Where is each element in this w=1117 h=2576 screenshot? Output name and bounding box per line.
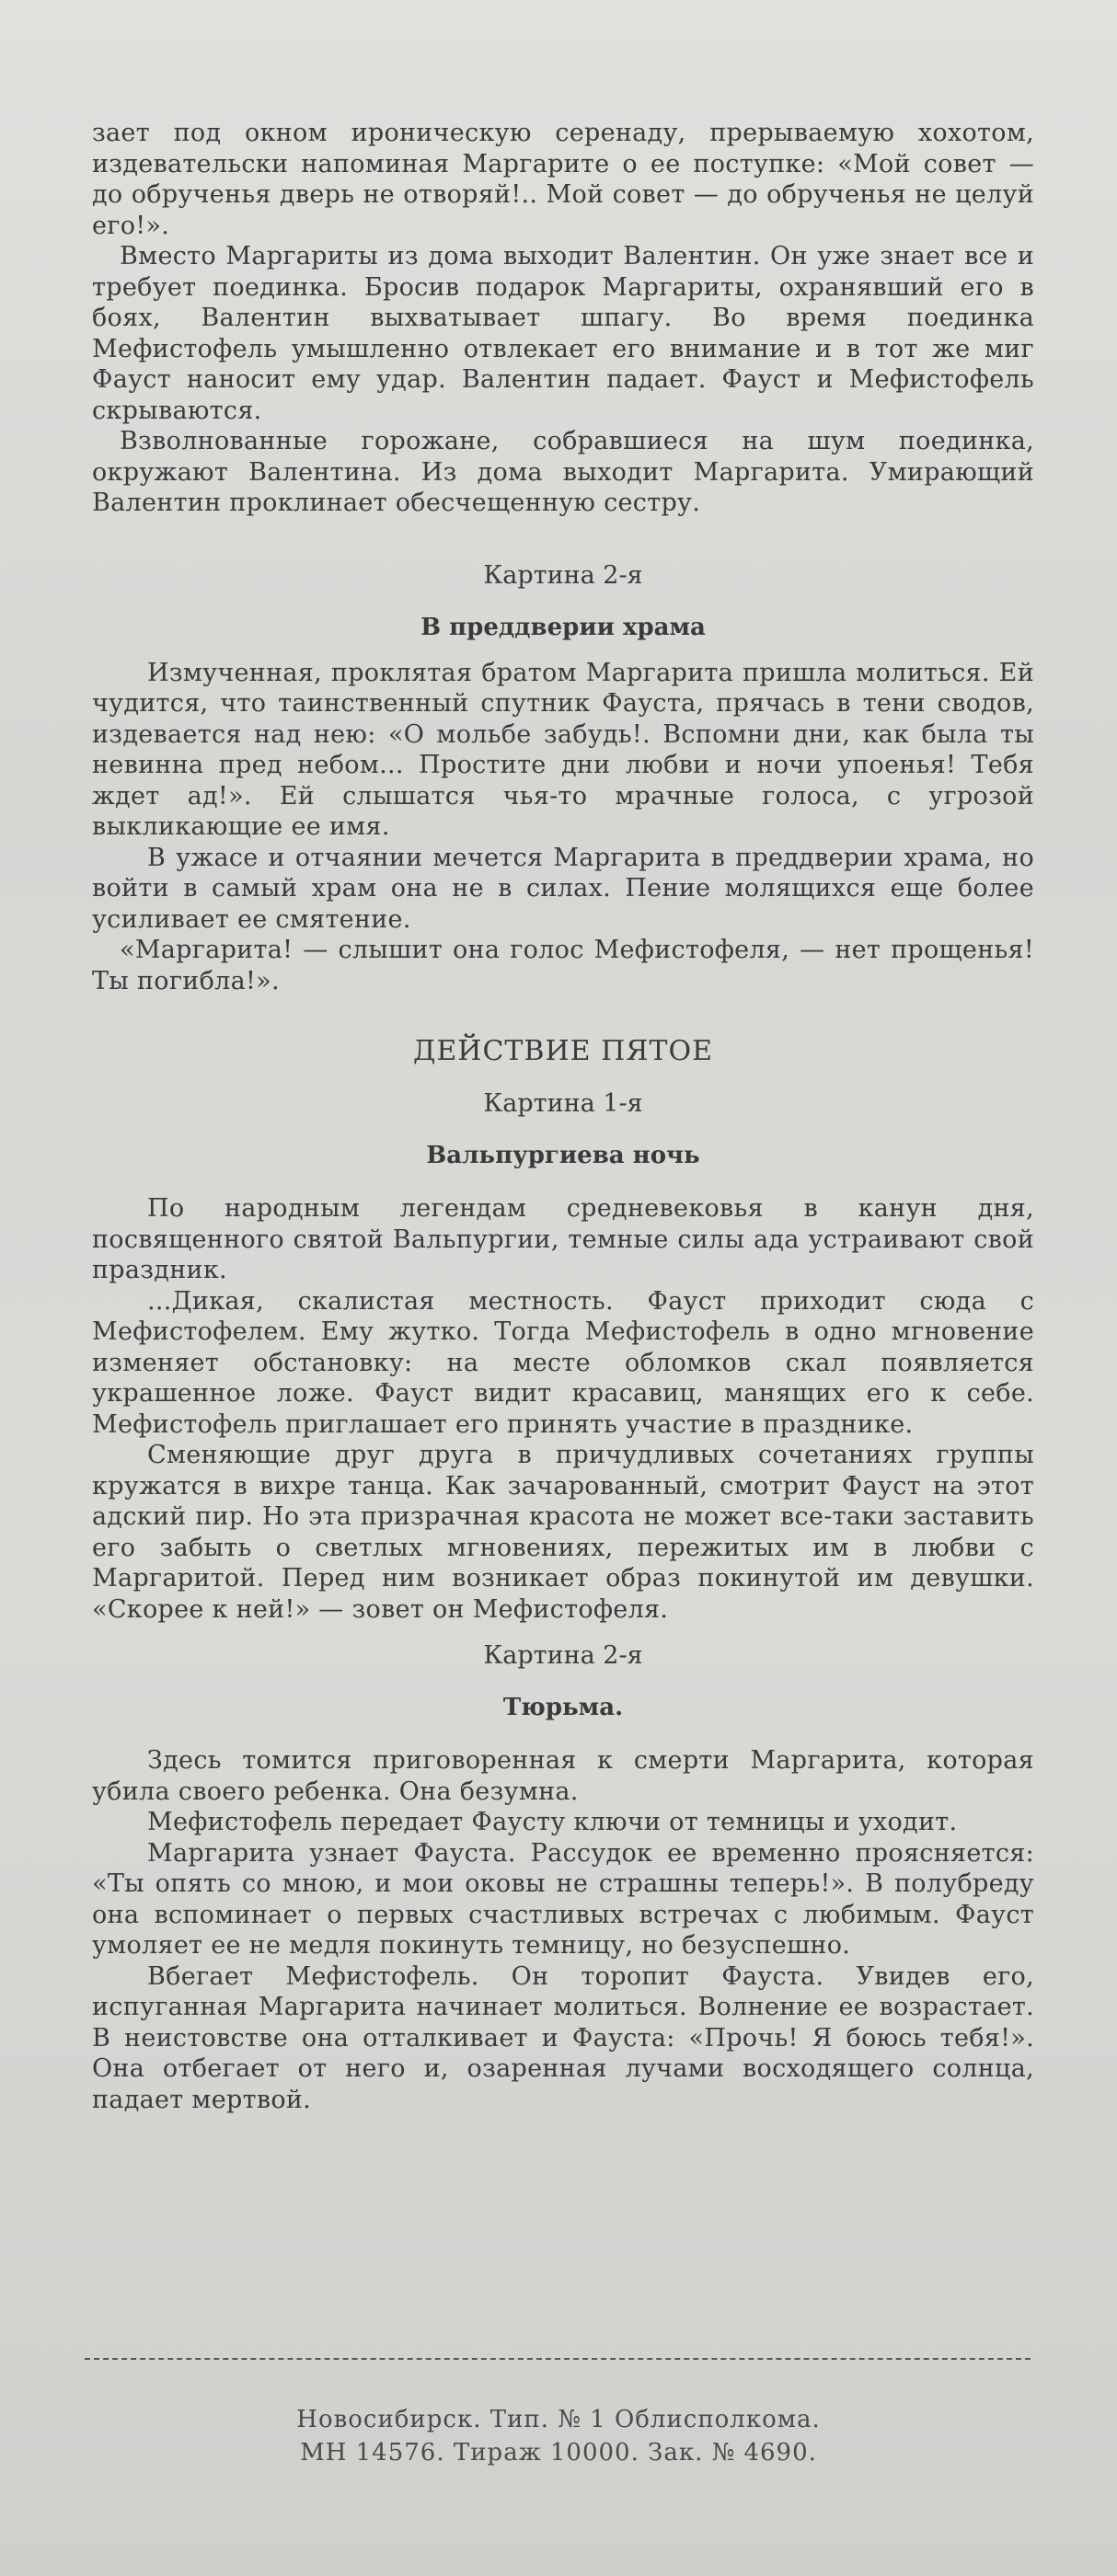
paragraph-temple-1: Измученная, проклятая братом Маргарита пришла молиться. Ей чудится, что таинственный спутник Фауста, прячась в тени сводов, издевается над нею: «О мольбе забудь!. Вспомни дни, как была ты невинна пред небом... Простите дни любви и ночи упоенья! Тебя ждет ад!». Ей слышатся чья-то мрачные голоса, с угрозой выкликающие ее имя. [92, 658, 1034, 841]
scene-title-prison: Тюрьма. [502, 1694, 624, 1721]
paragraph-serenade: зает под окном ироническую серенаду, прерываемую хохотом, издевательски напоминая Маргарите о ее поступке: «Мой совет — до обрученья дверь не отворяй!.. Мой совет — до обрученья не целуй его!». [92, 119, 1034, 240]
paragraph-prison-3: Маргарита узнает Фауста. Рассудок ее временно проясняется: «Ты опять со мною, и мои оковы не страшны теперь!». В полубреду она вспоминает о первых счастливых встречах с любимым. Фауст умоляет ее не медля покинуть темницу, но безуспешно. [92, 1838, 1034, 1960]
paragraph-walpurgis-2: ...Дикая, скалистая местность. Фауст приходит сюда с Мефистофелем. Ему жутко. Тогда Мефистофель в одно мгновение изменяет обстановку: на месте обломков скал появляется украшенное ложе. Фауст видит красавиц, манящих его к себе. Мефистофель приглашает его принять участие в празднике. [92, 1286, 1034, 1439]
footer-divider [85, 2358, 1031, 2360]
scene-title-walpurgis: Вальпургиева ночь [426, 1142, 700, 1169]
paragraph-prison-2: Мефистофель передает Фаусту ключи от темницы и уходит. [147, 1808, 958, 1836]
imprint-line-1: Новосибирск. Тип. № 1 Облисполкома. [296, 2406, 821, 2433]
scene-title-temple: В преддверии храма [420, 613, 706, 641]
paragraph-valentin-dies: Взволнованные горожане, собравшиеся на шум поединка, окружают Валентина. Из дома выходит Маргарита. Умирающий Валентин проклинает обесчещенную сестру. [92, 427, 1034, 517]
paragraph-temple-2: В ужасе и отчаянии мечется Маргарита в преддверии храма, но войти в самый храм она не в силах. Пение молящихся еще более усиливает ее смятение. [92, 843, 1034, 934]
printer-imprint [0, 2403, 1117, 2469]
paragraph-walpurgis-1: По народным легендам средневековья в канун дня, посвященного святой Вальпургии, темные силы ада устраивают свой праздник. [92, 1194, 1034, 1284]
act5-scene-heading-2: Картина 2-я [483, 1641, 643, 1670]
scene-heading-2: Картина 2-я [483, 560, 643, 590]
libretto-text [92, 118, 1034, 2115]
act5-scene-heading-1: Картина 1-я [483, 1089, 643, 1118]
paragraph-prison-1: Здесь томится приговоренная к смерти Маргарита, которая убила своего ребенка. Она безумна. [92, 1746, 1034, 1806]
act-heading-five: ДЕЙСТВИЕ ПЯТОЕ [413, 1035, 713, 1067]
paragraph-prison-4: Вбегает Мефистофель. Он торопит Фауста. Увидев его, испуганная Маргарита начинает молиться. Волнение ее возрастает. В неистовстве она отталкивает и Фауста: «Прочь! Я боюсь тебя!». Она отбегает от него и, озаренная лучами восходящего солнца, падает мертвой. [92, 1961, 1034, 2114]
paragraph-walpurgis-3: Сменяющие друг друга в причудливых сочетаниях группы кружатся в вихре танца. Как зачарованный, смотрит Фауст на этот адский пир. Но эта призрачная красота не может все-таки заставить его забыть о светлых мгновениях, пережитых им в любви с Маргаритой. Перед ним возникает образ покинутой им девушки. «Скорее к ней!» — зовет он Мефистофеля. [92, 1441, 1034, 1624]
paragraph-duel: Вместо Маргариты из дома выходит Валентин. Он уже знает все и требует поединка. Бросив подарок Маргариты, охранявший его в боях, Валентин выхватывает шпагу. Во время поединка Мефистофель умышленно отвлекает его внимание и в тот же миг Фауст наносит ему удар. Валентин падает. Фауст и Мефистофель скрываются. [92, 242, 1034, 425]
imprint-line-2: МН 14576. Тираж 10000. Зак. № 4690. [300, 2439, 817, 2467]
paragraph-temple-3: «Маргарита! — слышит она голос Мефистофеля, — нет прощенья! Ты погибла!». [92, 936, 1034, 995]
